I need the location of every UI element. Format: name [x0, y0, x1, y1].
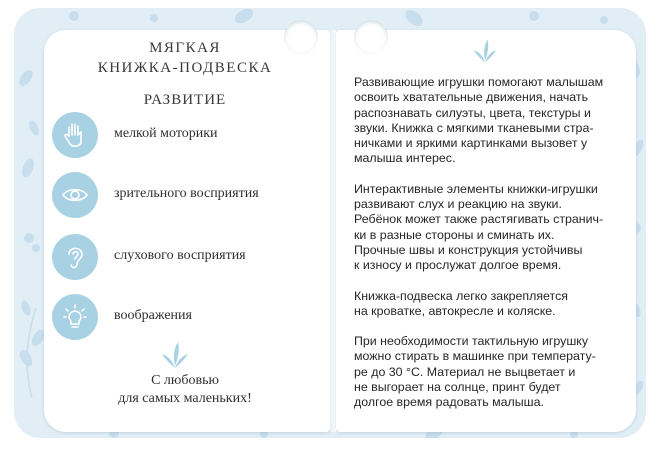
feature-item-imagination: [52, 294, 302, 342]
feature-label: зрительного восприятия: [114, 186, 259, 201]
leaf-icon: [158, 340, 192, 370]
feature-label: мелкой моторики: [114, 126, 218, 141]
product-title: [60, 38, 310, 78]
paragraph: Интерактивные элементы книжки-игрушки развивают слух и реакцию на звуки. Ребёнок может также растягивать странич- ки в разные стороны и сминать их. Прочные швы и конструкция устойчивы к износу и прослужат долгое время.: [354, 181, 604, 273]
section-title: РАЗВИТИЕ: [143, 92, 227, 108]
paragraph: При необходимости тактильную игрушку можно стирать в машинке при температу- ре до 30 °С. Материал не выцветает и не выгорает на солнце, принт будет долгое время радовать малыша.: [354, 334, 596, 410]
title-line-1: МЯГКАЯ: [149, 40, 221, 56]
feature-item-auditory: [52, 234, 302, 282]
leaf-icon: [470, 38, 500, 64]
love-line-1: С любовью: [151, 373, 219, 388]
hand-icon: [52, 112, 98, 158]
love-slogan: [90, 372, 280, 408]
description-text: [354, 75, 624, 426]
lightbulb-icon: [52, 294, 98, 340]
feature-label: воображения: [114, 308, 192, 323]
love-line-2: для самых маленьких!: [118, 391, 252, 406]
paragraph: Книжка-подвеска легко закрепляется на кроватке, автокресле и коляске.: [354, 288, 568, 318]
feature-item-visual: [52, 172, 302, 220]
feature-item-fine-motor: [52, 112, 302, 160]
ear-icon: [52, 234, 98, 280]
eye-icon: [52, 172, 98, 218]
paragraph: Развивающие игрушки помогают малышам освоить хватательные движения, начать распознавать силуэты, цвета, текстуры и звуки. Книжка с мягкими тканевыми стра- ничками и яркими картинками вызовет у малыша интерес.: [354, 75, 604, 166]
title-line-2: КНИЖКА-ПОДВЕСКА: [97, 60, 273, 76]
feature-label: слухового восприятия: [114, 248, 246, 263]
ring-hole-right: [354, 20, 388, 54]
